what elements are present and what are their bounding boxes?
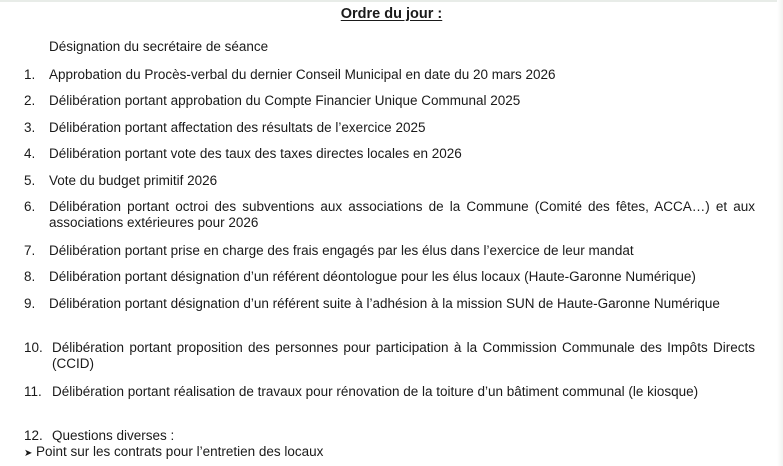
agenda-item-text: Approbation du Procès-verbal du dernier Conseil Municipal en date du 20 mars 2026	[49, 67, 556, 82]
agenda-item-number: 1.	[24, 67, 36, 82]
agenda-item-text: Délibération portant octroi des subventions aux associations de la Commune (Comité des fêtes, ACCA…) et aux associations extérieures pour 2026	[49, 199, 755, 230]
agenda-item-number: 3.	[24, 120, 36, 135]
agenda-item-number: 9.	[24, 296, 36, 311]
sub-item-text: Point sur les contrats pour l’entretien des locaux	[36, 444, 324, 459]
agenda-item-number: 8.	[24, 269, 36, 284]
agenda-item-number: 10.	[24, 340, 43, 355]
agenda-item-number: 5.	[24, 173, 36, 188]
agenda-item-number: 2.	[24, 93, 36, 108]
top-rule	[0, 0, 783, 2]
agenda-item-number: 12.	[24, 428, 43, 443]
agenda-item-text: Délibération portant réalisation de travaux pour rénovation de la toiture d’un bâtiment communal (le kiosque)	[52, 384, 699, 399]
arrow-bullet-icon: ➤	[24, 448, 33, 459]
agenda-item-text: Délibération portant désignation d’un référent déontologue pour les élus locaux (Haute-Garonne Numérique)	[49, 269, 696, 284]
agenda-item-text: Vote du budget primitif 2026	[49, 173, 218, 188]
intro-line: Désignation du secrétaire de séance	[49, 39, 269, 54]
agenda-item-text: Délibération portant approbation du Compte Financier Unique Communal 2025	[49, 93, 521, 108]
agenda-item-number: 11.	[24, 384, 42, 399]
agenda-item-text: Délibération portant désignation d’un référent suite à l’adhésion à la mission SUN de Haute-Garonne Numérique	[49, 296, 720, 311]
agenda-item-text: Questions diverses :	[52, 428, 175, 443]
agenda-item-text: Délibération portant vote des taux des taxes directes locales en 2026	[49, 146, 462, 161]
agenda-item-text: Délibération portant proposition des personnes pour participation à la Commission Communale des Impôts Directs (CCID)	[52, 340, 755, 371]
agenda-item-number: 7.	[24, 243, 36, 258]
agenda-item-text: Délibération portant affectation des résultats de l’exercice 2025	[49, 120, 426, 135]
agenda-title-text: Ordre du jour :	[340, 6, 443, 22]
agenda-title	[0, 6, 783, 22]
sub-item	[24, 444, 323, 462]
agenda-item-text: Délibération portant prise en charge des frais engagés par les élus dans l’exercice de leur mandat	[49, 243, 634, 258]
page-edge-shadow	[777, 0, 783, 466]
agenda-item-number: 6.	[24, 199, 36, 214]
agenda-item-number: 4.	[24, 146, 36, 161]
